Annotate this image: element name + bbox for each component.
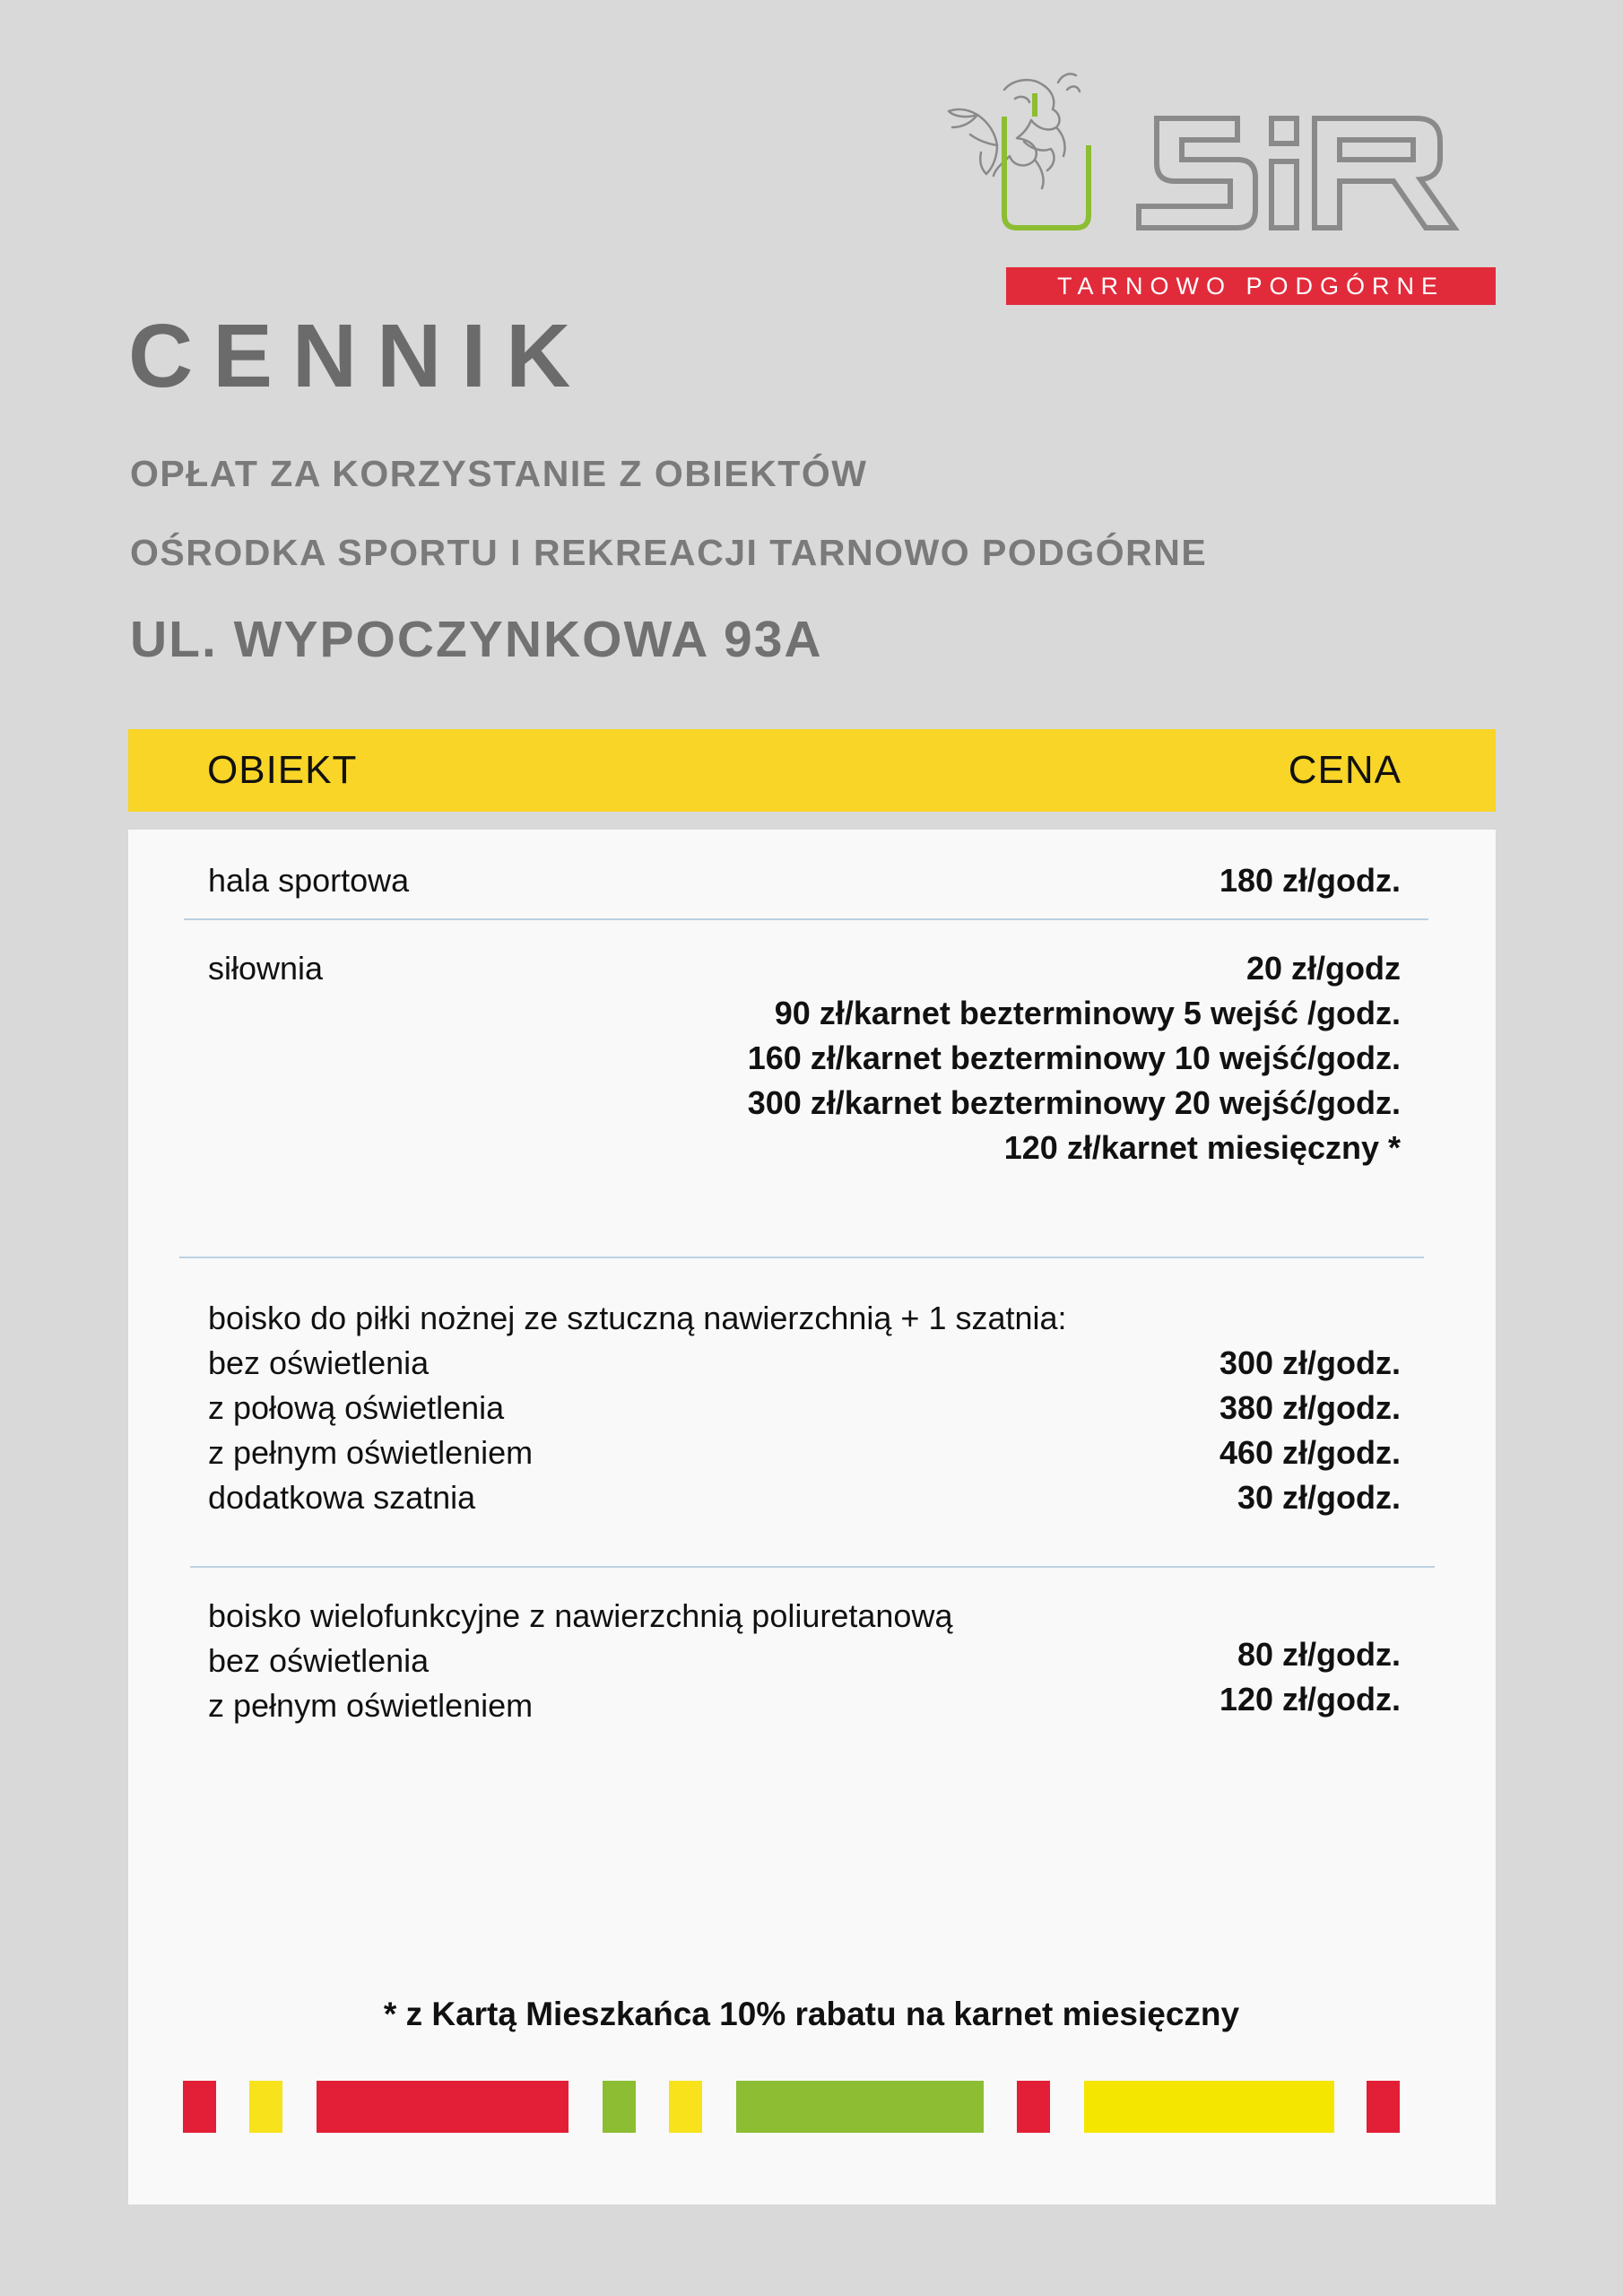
table-header <box>128 729 1496 812</box>
page-title: CENNIK <box>128 306 591 406</box>
silownia-name: siłownia <box>208 950 324 987</box>
boisko-pilka-label: bez oświetlenia <box>208 1344 430 1381</box>
boisko-pilka-label: z połową oświetlenia <box>208 1389 505 1426</box>
logo-subtitle: TARNOWO PODGÓRNE <box>1006 267 1496 305</box>
footnote: * z Kartą Mieszkańca 10% rabatu na karnet miesięczny <box>383 1996 1240 2032</box>
logo-wordmark <box>1139 118 1454 228</box>
color-block <box>736 2081 984 2133</box>
row-boisko-pilka <box>208 1296 1401 1520</box>
boisko-wielo-label: bez oświetlenia <box>208 1642 430 1679</box>
row-silownia <box>208 946 1401 1179</box>
boisko-wielo-price: 120 zł/godz. <box>1219 1681 1401 1718</box>
subtitle-line1: OPŁAT ZA KORZYSTANIE Z OBIEKTÓW <box>130 453 868 494</box>
color-block <box>669 2081 702 2133</box>
boisko-pilka-price: 300 zł/godz. <box>1219 1344 1401 1381</box>
separator <box>184 918 1428 920</box>
silownia-price: 90 zł/karnet bezterminowy 5 wejść /godz. <box>774 995 1401 1031</box>
boisko-pilka-label: z pełnym oświetleniem <box>208 1434 534 1471</box>
color-block <box>249 2081 282 2133</box>
col-price-label: CENA <box>1288 748 1402 792</box>
separator <box>190 1566 1435 1568</box>
hala-price: 180 zł/godz. <box>1219 862 1401 899</box>
col-object-label: OBIEKT <box>207 748 358 792</box>
color-block <box>183 2081 216 2133</box>
lion-icon <box>949 74 1080 188</box>
row-boisko-wielo <box>208 1594 1401 1728</box>
silownia-price: 20 zł/godz <box>1245 950 1401 987</box>
row-hala <box>208 858 1401 903</box>
address: UL. WYPOCZYNKOWA 93A <box>130 611 823 668</box>
hala-name: hala sportowa <box>208 862 410 899</box>
color-block <box>1367 2081 1400 2133</box>
boisko-pilka-title: boisko do piłki nożnej ze sztuczną nawierzchnią + 1 szatnia: <box>208 1300 1067 1336</box>
color-block <box>1084 2081 1334 2133</box>
boisko-pilka-label: dodatkowa szatnia <box>208 1479 476 1516</box>
separator <box>179 1257 1424 1258</box>
boisko-pilka-price: 460 zł/godz. <box>1219 1434 1401 1471</box>
logo-o-green <box>1004 117 1089 228</box>
color-block <box>603 2081 636 2133</box>
silownia-price: 120 zł/karnet miesięczny * <box>1003 1129 1401 1166</box>
subtitle-line2: OŚRODKA SPORTU I REKREACJI TARNOWO PODGÓRNE <box>130 532 1208 573</box>
silownia-price: 300 zł/karnet bezterminowy 20 wejść/godz. <box>747 1084 1401 1121</box>
boisko-wielo-title: boisko wielofunkcyjne z nawierzchnią poliuretanową <box>208 1597 953 1634</box>
silownia-price: 160 zł/karnet bezterminowy 10 wejść/godz. <box>747 1039 1401 1076</box>
boisko-pilka-price: 30 zł/godz. <box>1237 1479 1401 1516</box>
boisko-pilka-price: 380 zł/godz. <box>1219 1389 1401 1426</box>
boisko-wielo-price: 80 zł/godz. <box>1237 1636 1401 1673</box>
color-block <box>317 2081 568 2133</box>
boisko-wielo-label: z pełnym oświetleniem <box>208 1687 534 1724</box>
color-block <box>1017 2081 1050 2133</box>
